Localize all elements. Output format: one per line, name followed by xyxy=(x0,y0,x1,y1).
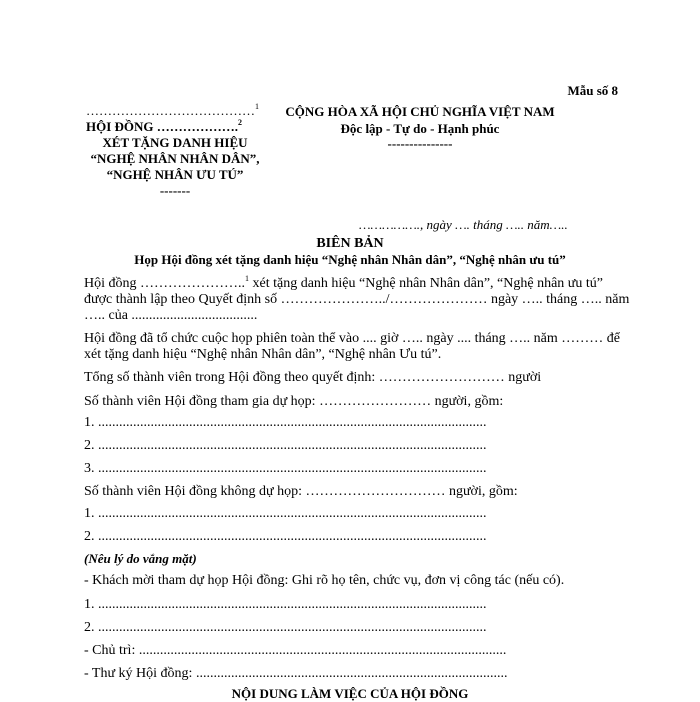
form-number: Mẫu số 8 xyxy=(567,83,618,98)
secretary-line: - Thư ký Hội đồng: ......................................................................................... xyxy=(84,666,508,681)
council-intro-line1 xyxy=(84,276,603,292)
meeting-info-line1: Hội đồng đã tổ chức cuộc họp phiên toàn thể vào .... giờ ….. ngày .... tháng ….. năm ……… để xyxy=(84,331,620,346)
footnote-mark: 2 xyxy=(238,118,243,127)
footnote-mark: 1 xyxy=(255,102,259,111)
guest-row: 2. ............................................................................................................... xyxy=(84,620,487,635)
attendee-row: 3. ............................................................................................................... xyxy=(84,461,487,476)
agency-placeholder: ………………………………… xyxy=(86,103,255,118)
council-purpose-line3: “NGHỆ NHÂN ƯU TÚ” xyxy=(106,167,244,182)
absentee-row: 2. ............................................................................................................... xyxy=(84,529,487,544)
agency-line xyxy=(86,103,259,119)
left-header-rule: ------- xyxy=(159,183,191,198)
guest-row: 1. ............................................................................................................... xyxy=(84,597,487,612)
footnote-mark: 1 xyxy=(245,274,249,283)
section-title: NỘI DUNG LÀM VIỆC CỦA HỘI ĐỒNG xyxy=(231,686,469,701)
country-name: CỘNG HÒA XÃ HỘI CHỦ NGHĨA VIỆT NAM xyxy=(285,104,555,119)
council-name xyxy=(86,119,242,135)
absent-members: Số thành viên Hội đồng không dự họp: ………………………… người, gồm: xyxy=(84,484,518,499)
date-line: ……………., ngày …. tháng ….. năm….. xyxy=(359,217,568,232)
document-title: BIÊN BẢN xyxy=(316,236,384,251)
council-intro-text: Hội đồng ………………….. xyxy=(84,276,245,291)
right-header-rule: --------------- xyxy=(387,136,453,151)
council-intro-text: xét tặng danh hiệu “Nghệ nhân Nhân dân”, “Nghệ nhân ưu tú” xyxy=(249,276,603,291)
chair-line: - Chủ trì: ......................................................................................................... xyxy=(84,643,507,658)
guests-line: - Khách mời tham dự họp Hội đồng: Ghi rõ họ tên, chức vụ, đơn vị công tác (nếu có). xyxy=(84,573,565,588)
meeting-info-line2: xét tặng danh hiệu “Nghệ nhân Nhân dân”, “Nghệ nhân Ưu tú”. xyxy=(84,347,442,362)
council-purpose-line1: XÉT TẶNG DANH HIỆU xyxy=(102,135,248,150)
attending-members: Số thành viên Hội đồng tham gia dự họp: …………………… người, gồm: xyxy=(84,394,504,409)
council-intro-line3: ….. của .................................... xyxy=(84,308,258,323)
total-members: Tổng số thành viên trong Hội đồng theo quyết định: ……………………… người xyxy=(84,370,542,385)
absentee-row: 1. ............................................................................................................... xyxy=(84,506,487,521)
council-intro-line2: được thành lập theo Quyết định số …………………../………………… ngày ….. tháng ….. năm xyxy=(84,292,630,307)
council-name-text: HỘI ĐỒNG ………………. xyxy=(86,119,239,134)
attendee-row: 1. ............................................................................................................... xyxy=(84,415,487,430)
council-purpose-line2: “NGHỆ NHÂN NHÂN DÂN”, xyxy=(90,151,260,166)
absent-reason-note: (Nêu lý do vắng mặt) xyxy=(84,551,197,566)
document-subtitle: Họp Hội đồng xét tặng danh hiệu “Nghệ nhân Nhân dân”, “Nghệ nhân ưu tú” xyxy=(134,252,566,267)
attendee-row: 2. ............................................................................................................... xyxy=(84,438,487,453)
motto: Độc lập - Tự do - Hạnh phúc xyxy=(340,121,500,136)
